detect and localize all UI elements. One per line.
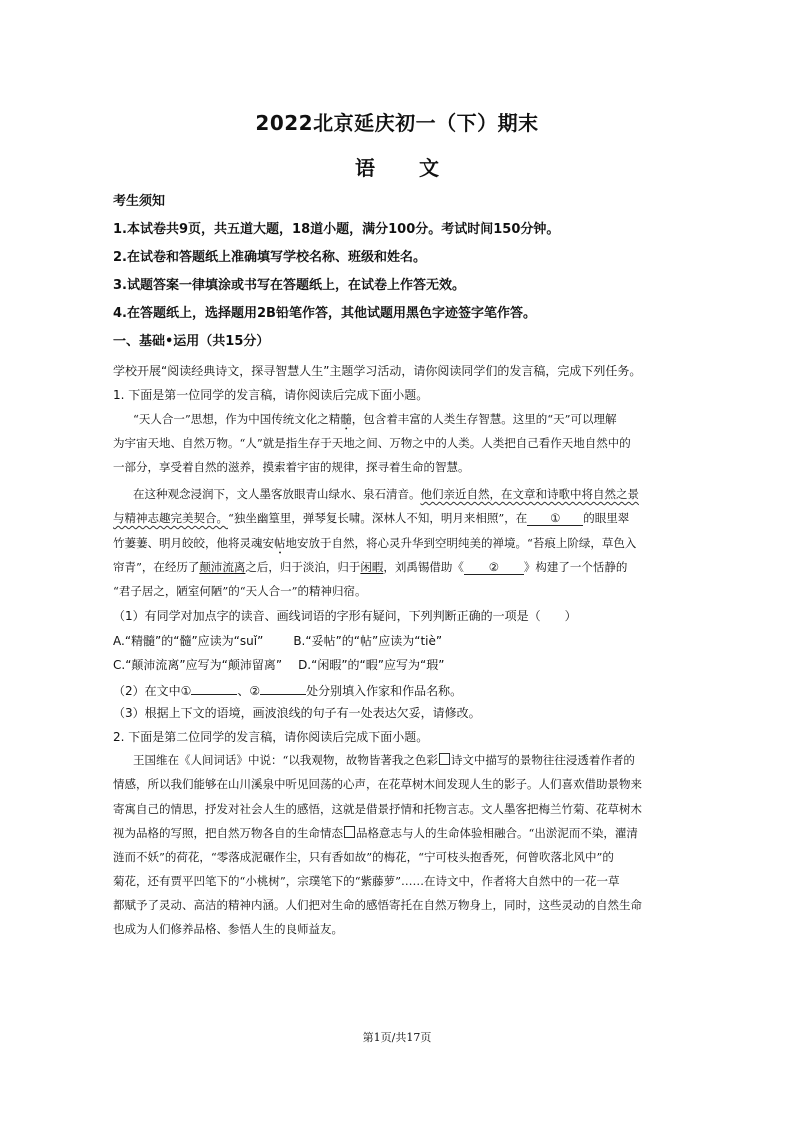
blank-1: ① (527, 511, 583, 526)
answer-blank-1 (191, 680, 237, 695)
underlined-word: 闲暇 (360, 560, 384, 574)
underlined-word: 颠沛流离 (199, 560, 246, 574)
q1-options-row-1 (113, 632, 683, 649)
exam-title: 2022北京延庆初一（下）期末 (255, 111, 539, 135)
option-c: C.“颠沛流离”应写为“颠沛留离” (113, 658, 283, 672)
q1-sub-3: （3）根据上下文的语境，画波浪线的句子有一处表达欠妥，请修改。 (113, 706, 481, 720)
q1-passage-line-8: “君子居之，陋室何陋”的“天人合一”的精神归宿。 (113, 584, 367, 598)
q2-passage-line-5: 涟而不妖”的荷花，“零落成泥碾作尘，只有香如故”的梅花，“宁可枝头抱香死，何曾吹落北风中”的 (113, 850, 614, 864)
q2-passage-line-3: 寄寓自己的情思，抒发对社会人生的感悟，这就是借景抒情和托物言志。文人墨客把梅兰竹菊、花草树木 (113, 802, 642, 816)
dotted-char: 帖 (274, 536, 286, 550)
notice-item-2: 2.在试卷和答题纸上准确填写学校名称、班级和姓名。 (113, 250, 426, 265)
subject-char-1: 语 (355, 156, 375, 180)
wavy-underlined-sentence-end: 与精神志趣完美契合。 (113, 511, 228, 525)
option-d: D.“闲暇”的“暇”应写为“瑕” (298, 658, 445, 672)
answer-blank-2 (260, 680, 306, 695)
q1-passage-line-2: 为宇宙天地、自然万物。“人”就是指生存于天地之间、万物之中的人类。人类把自己看作天地自然中的 (113, 436, 631, 450)
q1-sub-2: （2）在文中① 、② 处分别填入作家和作品名称。 (113, 680, 683, 699)
notice-heading: 考生须知 (113, 194, 166, 209)
q1-passage-line-5: 与精神志趣完美契合。“独坐幽篁里，弹琴复长啸。深林人不知，明月来相照”，在 ① 的眼里翠 (113, 511, 630, 525)
q1-options-row-2 (113, 656, 683, 673)
notice-item-3: 3.试题答案一律填涂或书写在答题纸上，在试卷上作答无效。 (113, 278, 465, 293)
subject-char-2: 文 (419, 156, 439, 180)
notice-item-4: 4.在答题纸上，选择题用2B铅笔作答，其他试题用黑色字迹签字笔作答。 (113, 306, 536, 321)
q2-passage-line-6: 菊花，还有贾平凹笔下的“小桃树”，宗璞笔下的“紫藤萝”……在诗文中，作者将大自然中的一花一草 (113, 874, 620, 888)
question-2-stem: 2. 下面是第二位同学的发言稿，请你阅读后完成下面小题。 (113, 730, 429, 744)
q1-passage-line-4: 在这种观念浸润下，文人墨客放眼青山绿水、泉石清音。他们亲近自然，在文章和诗歌中将自然之景 (133, 487, 639, 501)
q1-passage-line-1: “天人合一”思想，作为中国传统文化之精髓，包含着丰富的人类生存智慧。这里的“天”可以理解 (133, 412, 617, 426)
dotted-char: 髓 (340, 412, 352, 426)
wavy-underlined-sentence: 他们亲近自然，在文章和诗歌中将自然之景 (420, 487, 639, 501)
q2-passage-line-7: 都赋予了灵动、高洁的精神内涵。人们把对生命的感悟寄托在自然万物身上，同时，这些灵动的自然生命 (113, 898, 642, 912)
q2-passage-line-2: 情感，所以我们能够在山川溪泉中听见回荡的心声，在花草树木间发现人生的影子。人们喜欢借助景物来 (113, 777, 642, 791)
notice-item-1: 1.本试卷共9页，共五道大题，18道小题，满分100分。考试时间150分钟。 (113, 222, 560, 237)
q1-sub-1: （1）有同学对加点字的读音、画线词语的字形有疑问，下列判断正确的一项是（ ） (113, 609, 577, 623)
q2-passage-line-8: 也成为人们修养品格、参悟人生的良师益友。 (113, 922, 343, 936)
q1-passage-line-3: 一部分，享受着自然的滋养，摸索着宇宙的规律，探寻着生命的智慧。 (113, 460, 470, 474)
option-b: B.“妥帖”的“帖”应读为“tiè” (293, 634, 443, 648)
section-intro: 学校开展“阅读经典诗文，探寻智慧人生”主题学习活动，请你阅读同学们的发言稿，完成下列任务。 (113, 364, 642, 378)
subject-title (0, 152, 794, 181)
q2-passage-line-1: 王国维在《人间词话》中说：“以我观物，故物皆著我之色彩 诗文中描写的景物往往浸透着作者的 (133, 753, 635, 767)
q1-passage-line-6: 竹萋萋、明月皎皎，他将灵魂安帖地安放于自然，将心灵升华到空明纯美的禅境。“苔痕上阶绿，草色入 (113, 536, 637, 550)
section-heading: 一、基础•运用（共15分） (113, 334, 270, 349)
option-a: A.“精髓”的“髓”应读为“suǐ” (113, 634, 264, 648)
q2-passage-line-4: 视为品格的写照，把自然万物各自的生命情态 品格意志与人的生命体验相融合。“出淤泥而不染，濯清 (113, 826, 638, 840)
question-1-stem: 1. 下面是第一位同学的发言稿，请你阅读后完成下面小题。 (113, 388, 429, 402)
blank-2: ② (464, 560, 524, 575)
missing-word-box (344, 826, 355, 838)
page-number: 第1页/共17页 (362, 1031, 432, 1044)
missing-punctuation-box (439, 753, 450, 765)
q1-passage-line-7: 帘青”，在经历了颠沛流离之后，归于淡泊，归于闲暇，刘禹锡借助《 ② 》构建了一个恬静的 (113, 560, 628, 574)
